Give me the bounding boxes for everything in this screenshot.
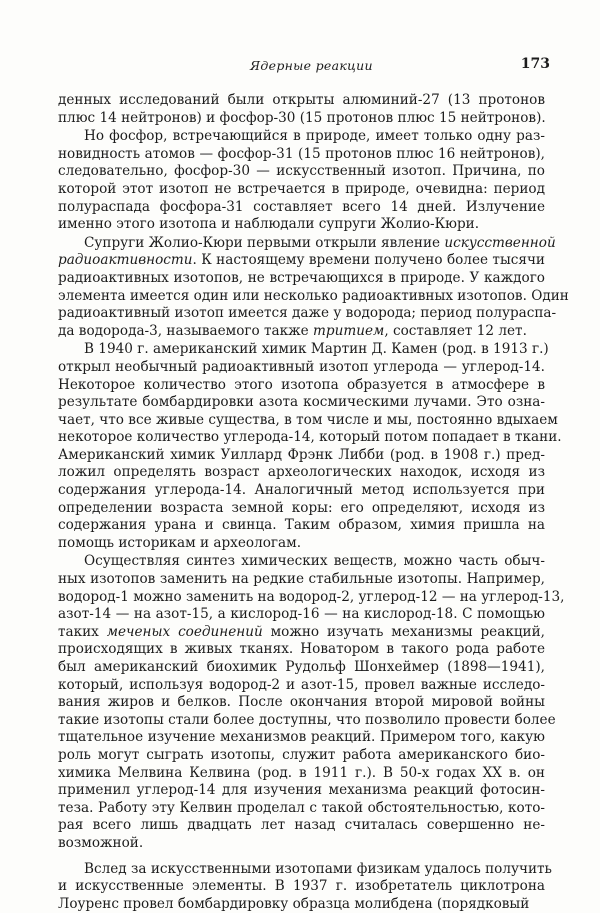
- text-line: [58, 860, 552, 879]
- text-segment: ных изотопов заменить на редкие стабильные изотопы. Например,: [58, 571, 545, 588]
- text-line: [58, 553, 545, 571]
- text-segment: некоторое количество углерода-14, который потом попадает в ткани.: [58, 429, 562, 446]
- italic-term: тритием: [313, 322, 385, 339]
- text-line: [58, 878, 545, 896]
- page-body: [58, 92, 569, 913]
- text-line: [58, 181, 545, 199]
- text-line: [58, 92, 545, 110]
- text-segment: содержания урана и свинца. Таким образом, химия пришла на: [58, 517, 545, 534]
- text-segment: Супруги Жолио-Кюри первыми открыли явление: [84, 234, 445, 251]
- text-line: [58, 535, 545, 553]
- text-segment: которой этот изотоп не встречается в природе, очевидна: период: [58, 180, 545, 197]
- text-segment: денных исследований были открыты алюминий-27 (13 протонов: [58, 92, 545, 108]
- text-line: [58, 606, 545, 624]
- text-segment: Но фосфор, встречающийся в природе, имеет только одну раз-: [84, 128, 545, 145]
- text-line: [58, 517, 545, 535]
- text-line: [58, 305, 557, 323]
- text-line: [58, 588, 565, 607]
- text-line: [58, 199, 545, 217]
- italic-term: искусственной: [444, 234, 556, 251]
- text-line: [58, 128, 545, 146]
- text-segment: водород-1 можно заменить на водород-2, углерод-12 — на углерод-13,: [58, 588, 565, 605]
- text-segment: Некоторое количество этого изотопа образуется в атмосфере в: [58, 376, 545, 393]
- text-line: [58, 252, 545, 270]
- text-line: [58, 694, 545, 712]
- text-line: [58, 500, 545, 518]
- text-segment: радиоактивный изотоп имеется даже у водорода; период полураспа-: [58, 305, 557, 322]
- paragraph: [58, 553, 565, 852]
- text-line: [58, 411, 558, 430]
- text-segment: рая всего лишь двадцать лет назад считалась совершенно не-: [58, 817, 545, 834]
- text-segment: азот-14 — на азот-15, а кислород-16 — на кислород-18. С помощью: [58, 606, 545, 623]
- text-segment: содержания углерода-14. Аналогичный метод используется при: [58, 482, 545, 499]
- text-line: [58, 659, 545, 677]
- text-line: [58, 765, 545, 783]
- text-segment: результате бомбардировки азота космическими лучами. Это озна-: [58, 394, 545, 411]
- text-line: [58, 677, 545, 695]
- paragraph: [58, 341, 562, 552]
- text-line: [58, 359, 545, 377]
- paragraph: [58, 92, 545, 127]
- italic-term: радиоактивности: [58, 252, 193, 269]
- text-line: [58, 216, 545, 234]
- text-segment: определении возраста земной коры: его определяют, исходя из: [58, 499, 545, 516]
- text-segment: полураспада фосфора-31 составляет всего 14 дней. Излучение: [58, 198, 545, 215]
- text-segment: роль могут сыграть изотопы, служит работа американского био-: [58, 746, 545, 763]
- text-line: [58, 429, 562, 447]
- text-line: [58, 464, 545, 482]
- text-segment: чает, что все живые существа, в том числе и мы, постоянно вдыхаем: [58, 411, 558, 428]
- text-segment: радиоактивных изотопов, не встречающихся в природе. У каждого: [58, 269, 545, 286]
- text-line: [58, 800, 545, 818]
- text-line: [58, 341, 549, 359]
- text-segment: следовательно, фосфор-30 — искусственный изотоп. Причина, по: [58, 163, 545, 180]
- text-line: [58, 234, 556, 253]
- text-segment: Осуществляя синтез химических веществ, можно часть обыч-: [84, 553, 545, 570]
- text-segment: вания жиров и белков. После окончания второй мировой войны: [58, 694, 545, 711]
- text-line: [58, 817, 545, 835]
- text-line: [58, 163, 545, 181]
- italic-term: меченых соединений: [106, 623, 263, 640]
- text-segment: теза. Работу эту Келвин проделал с такой обстоятельностью, кото-: [58, 799, 545, 816]
- text-segment: был американский биохимик Рудольф Шонхеймер (1898—1941),: [58, 659, 545, 675]
- text-segment: именно этого изотопа и наблюдали супруги Жолио-Кюри.: [58, 216, 480, 233]
- text-line: [58, 447, 545, 465]
- text-segment: В 1940 г. американский химик Мартин Д. Камен (род. в 1913 г.): [84, 341, 549, 358]
- text-segment: плюс 14 нейтронов) и фосфор-30 (15 протонов плюс 15 нейтронов).: [58, 109, 546, 126]
- text-segment: который, используя водород-2 и азот-15, провел важные исследо-: [58, 676, 545, 693]
- text-segment: , составляет 12 лет.: [384, 322, 527, 339]
- text-line: [58, 394, 545, 412]
- text-line: [58, 835, 545, 853]
- text-line: [58, 624, 545, 642]
- text-line: [58, 729, 545, 747]
- text-segment: возможной.: [58, 834, 144, 851]
- paragraph: [58, 128, 545, 234]
- text-segment: такие изотопы стали более доступны, что позволило провести более: [58, 711, 556, 728]
- text-segment: открыл необычный радиоактивный изотоп углерода — углерод-14.: [58, 358, 545, 375]
- text-segment: новидность атомов — фосфор-31 (15 протонов плюс 16 нейтронов),: [58, 145, 545, 162]
- text-line: [58, 323, 545, 341]
- text-segment: химика Мелвина Келвина (род. в 1911 г.). В 50-х годах XX в. он: [58, 764, 545, 781]
- text-segment: элемента имеется один или несколько радиоактивных изотопов. Один: [58, 287, 569, 304]
- text-line: [58, 571, 545, 589]
- text-line: [58, 711, 556, 730]
- text-line: [58, 896, 545, 913]
- text-segment: ложил определять возраст археологических находок, исходя из: [58, 464, 545, 481]
- text-line: [58, 287, 569, 306]
- running-title: Ядерные реакции: [250, 58, 373, 73]
- text-segment: можно изучать механизмы реакций,: [262, 623, 545, 640]
- text-line: [58, 377, 545, 395]
- text-line: [58, 270, 545, 288]
- text-segment: помощь историкам и археологам.: [58, 534, 302, 551]
- text-segment: да водорода-3, называемого также: [58, 322, 314, 339]
- text-segment: Лоуренс провел бомбардировку образца молибдена (порядковый: [58, 895, 530, 912]
- text-segment: происходящих в живых тканях. Новатором в такого рода работе: [58, 641, 545, 658]
- text-segment: Вслед за искусственными изотопами физикам удалось получить: [84, 860, 552, 877]
- text-segment: таких: [58, 623, 107, 640]
- page-number: 173: [520, 56, 550, 72]
- text-segment: Американский химик Уиллард Фрэнк Либби (род. в 1908 г.) пред-: [58, 446, 545, 463]
- paragraph: [58, 860, 552, 913]
- text-segment: тщательное изучение механизмов реакций. Примером того, какую: [58, 729, 545, 746]
- text-segment: применил углерод-14 для изучения механизма реакций фотосин-: [58, 782, 545, 799]
- text-segment: . К настоящему времени получено более тысячи: [192, 252, 545, 269]
- text-line: [58, 747, 545, 765]
- page-header: [60, 58, 550, 78]
- text-line: [58, 782, 545, 800]
- paragraph: [58, 234, 569, 341]
- text-line: [58, 110, 545, 128]
- text-line: [58, 641, 545, 659]
- text-line: [58, 146, 545, 164]
- text-segment: и искусственные элементы. В 1937 г. изобретатель циклотрона: [58, 878, 545, 895]
- text-line: [58, 482, 545, 500]
